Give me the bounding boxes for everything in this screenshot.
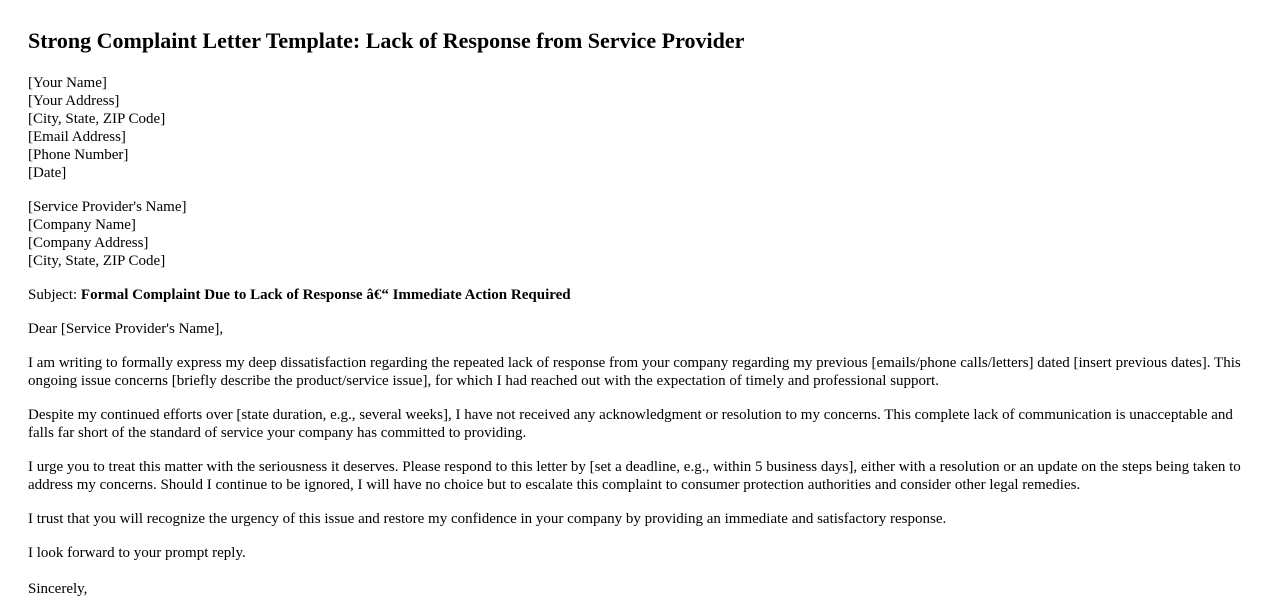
recipient-city-state-zip: [City, State, ZIP Code]	[28, 253, 166, 269]
body-paragraph-5: I look forward to your prompt reply.	[28, 545, 246, 561]
body-paragraph-2: Despite my continued efforts over [state duration, e.g., several weeks], I have not received any acknowledgment or resolution to my concerns. This complete lack of communication is unacceptable and falls far short of the standard of service your company has committed to providing.	[28, 407, 1233, 441]
recipient-provider-name: [Service Provider's Name]	[28, 199, 187, 215]
body-paragraph-1: I am writing to formally express my deep dissatisfaction regarding the repeated lack of response from your company regarding my previous [emails/phone calls/letters] dated [insert previous dates]. This ongoing issue concerns [briefly describe the product/service issue], for which I had reached out with the expectation of timely and professional support.	[28, 355, 1241, 389]
body-paragraph-3: I urge you to treat this matter with the seriousness it deserves. Please respond to this letter by [set a deadline, e.g., within 5 business days], either with a resolution or an update on the steps being taken to address my concerns. Should I continue to be ignored, I will have no choice but to escalate this complaint to consumer protection authorities and consider other legal remedies.	[28, 459, 1241, 493]
letter-page	[28, 0, 1258, 598]
letter-date: [Date]	[28, 165, 67, 181]
recipient-company-address: [Company Address]	[28, 235, 149, 251]
sender-address-block	[28, 74, 1258, 182]
page-title: Strong Complaint Letter Template: Lack of Response from Service Provider	[28, 28, 745, 53]
sender-name: [Your Name]	[28, 75, 107, 91]
salutation: Dear [Service Provider's Name],	[28, 321, 224, 337]
subject-label: Subject:	[28, 287, 78, 303]
closing: Sincerely,	[28, 581, 88, 597]
sender-email: [Email Address]	[28, 129, 126, 145]
recipient-address-block	[28, 198, 1258, 270]
sender-phone: [Phone Number]	[28, 147, 129, 163]
body-paragraph-4: I trust that you will recognize the urgency of this issue and restore my confidence in your company by providing an immediate and satisfactory response.	[28, 511, 947, 527]
recipient-company-name: [Company Name]	[28, 217, 136, 233]
subject-text: Formal Complaint Due to Lack of Response â€“ Immediate Action Required	[80, 287, 571, 303]
subject-line	[28, 286, 1258, 304]
sender-city-state-zip: [City, State, ZIP Code]	[28, 111, 166, 127]
sender-address: [Your Address]	[28, 93, 120, 109]
